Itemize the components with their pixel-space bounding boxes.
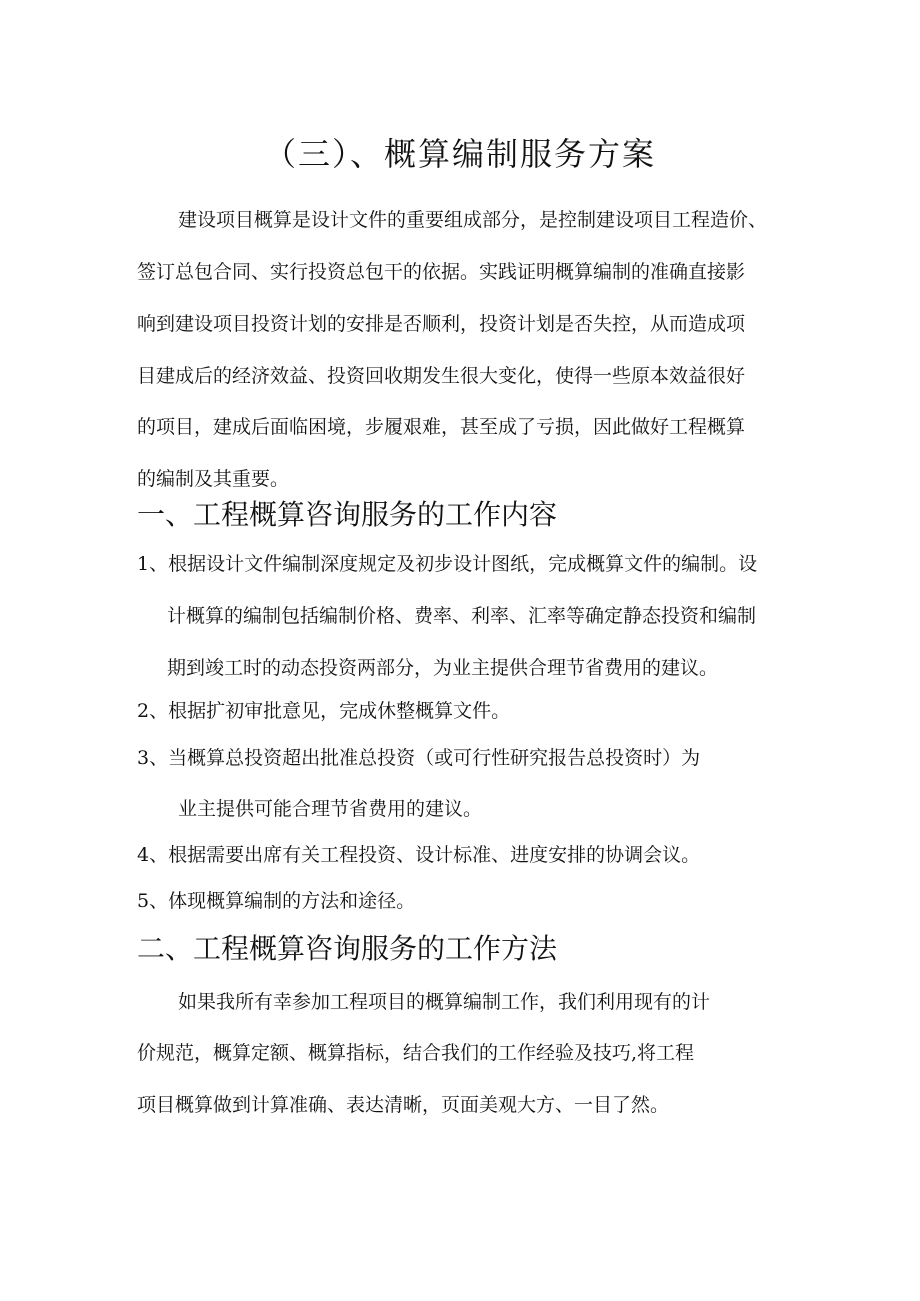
- list-item-line: 1、根据设计文件编制深度规定及初步设计图纸，完成概算文件的编制。设: [137, 553, 758, 575]
- list-item-line: 5、体现概算编制的方法和途径。: [137, 890, 416, 912]
- intro-line: 的编制及其重要。: [137, 468, 290, 490]
- list-item-line: 计概算的编制包括编制价格、费率、利率、汇率等确定静态投资和编制: [167, 605, 757, 627]
- list-item-line: 2、根据扩初审批意见，完成休整概算文件。: [137, 700, 511, 722]
- intro-line: 的项目，建成后面临困境，步履艰难，甚至成了亏损，因此做好工程概算: [137, 416, 746, 438]
- list-item-line: 3、当概算总投资超出批准总投资（或可行性研究报告总投资时）为: [137, 747, 701, 769]
- list-item-line: 4、根据需要出席有关工程投资、设计标准、进度安排的协调会议。: [137, 844, 701, 866]
- intro-line: 签订总包合同、实行投资总包干的依据。实践证明概算编制的准确直接影: [137, 261, 746, 283]
- page-title: （三）、概算编制服务方案: [263, 135, 656, 173]
- intro-line: 目建成后的经济效益、投资回收期发生很大变化，使得一些原本效益很好: [137, 365, 746, 387]
- list-item-line: 期到竣工时的动态投资两部分，为业主提供合理节省费用的建议。: [167, 657, 719, 679]
- method-line: 价规范，概算定额、概算指标，结合我们的工作经验及技巧,将工程: [137, 1042, 695, 1064]
- method-line: 如果我所有幸参加工程项目的概算编制工作，我们利用现有的计: [178, 991, 711, 1013]
- section-heading-1: 一、工程概算咨询服务的工作内容: [137, 498, 558, 531]
- list-item-line: 业主提供可能合理节省费用的建议。: [178, 798, 483, 820]
- intro-line: 响到建设项目投资计划的安排是否顺利，投资计划是否失控，从而造成项: [137, 313, 746, 335]
- intro-line: 建设项目概算是设计文件的重要组成部分，是控制建设项目工程造价、: [178, 209, 768, 231]
- method-line: 项目概算做到计算准确、表达清晰，页面美观大方、一目了然。: [137, 1094, 670, 1116]
- section-heading-2: 二、工程概算咨询服务的工作方法: [137, 932, 558, 965]
